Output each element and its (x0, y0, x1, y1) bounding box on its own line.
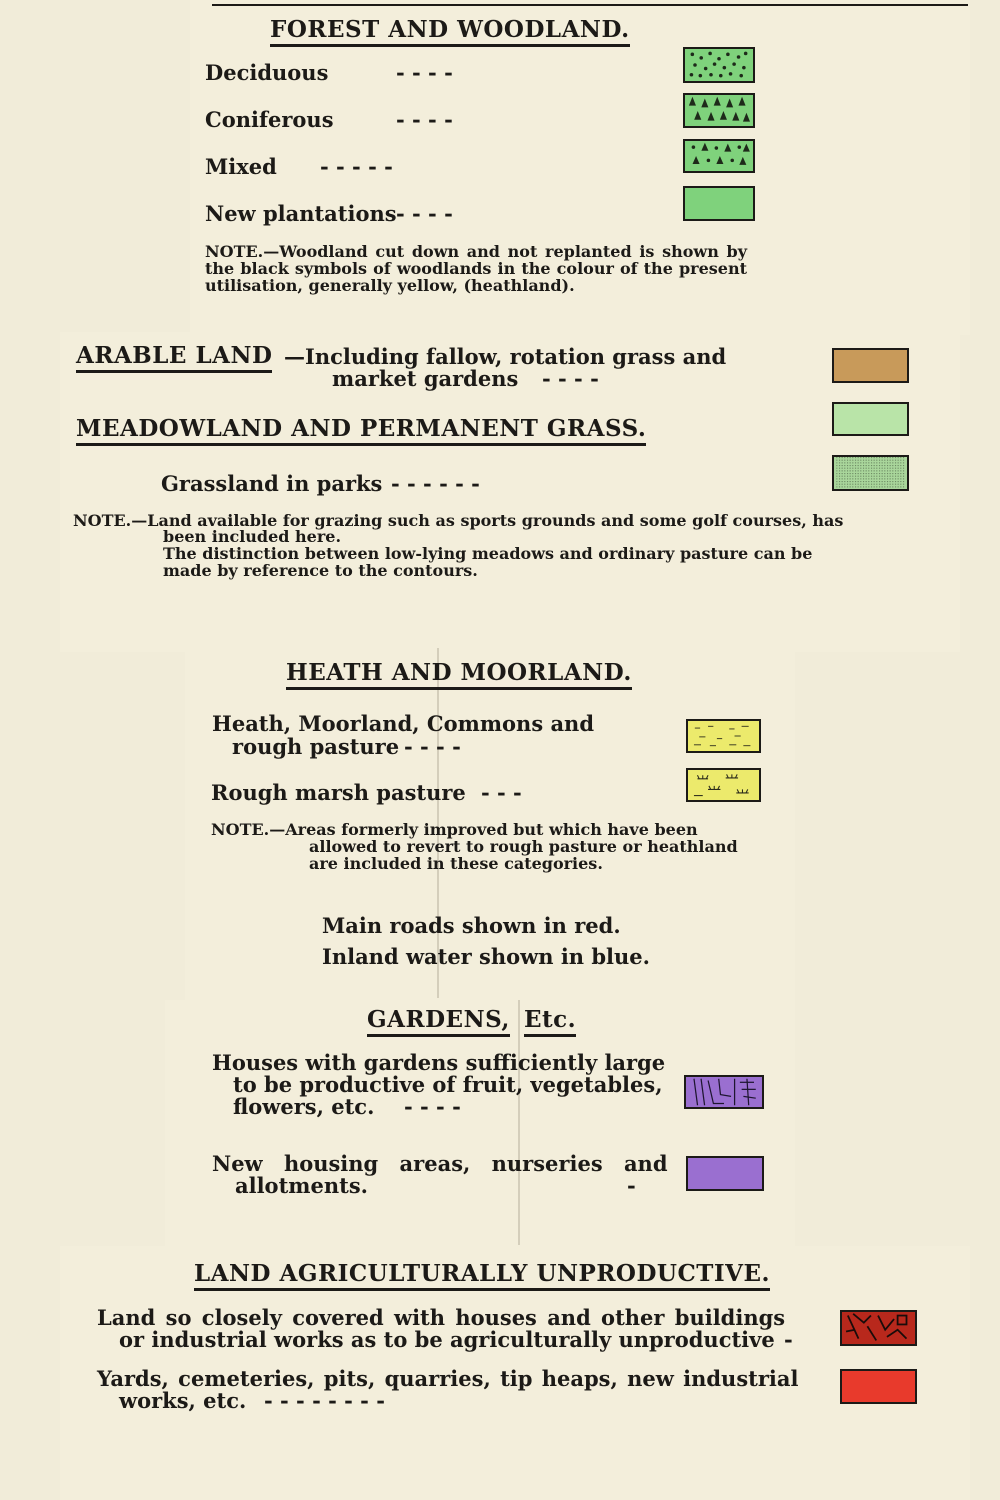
new-housing-swatch (686, 1156, 764, 1191)
gardens-heading: GARDENS, (367, 1006, 510, 1037)
heath-note-line1: NOTE.—Areas formerly improved but which have been (211, 820, 698, 839)
grassland-in-parks-leader: - - - - - - (391, 471, 480, 496)
forest-heading: FOREST AND WOODLAND. (270, 16, 630, 47)
deciduous-swatch (683, 47, 755, 83)
unproductive-heading: LAND AGRICULTURALLY UNPRODUCTIVE. (194, 1260, 770, 1291)
gardens-heading-etc: Etc. (524, 1006, 576, 1037)
parks-stipple-icon (834, 457, 907, 489)
forest-note: NOTE.—Woodland cut down and not replanted is shown by the black symbols of woodlands in the colour of the present utilisation, generally yellow, (heathland). (205, 242, 747, 295)
grassland-in-parks-swatch (832, 455, 909, 491)
forest-item-new-plantations-label: New plantations (205, 201, 397, 226)
heath-symbols-icon (688, 721, 759, 751)
coniferous-tree-symbols-icon (685, 95, 753, 126)
unproductive-item1-line2: or industrial works as to be agriculturally unproductive (119, 1327, 775, 1352)
meadow-note-line1: NOTE.—Land available for grazing such as sports grounds and some golf courses, has (73, 511, 844, 530)
rough-marsh-pasture-label: Rough marsh pasture (211, 780, 466, 805)
arable-heading: ARABLE LAND (76, 342, 272, 373)
marsh-symbols-icon (688, 770, 759, 800)
forest-item-mixed-leader: - - - - - (320, 154, 393, 179)
deciduous-tree-symbols-icon (685, 49, 753, 81)
heath-heading: HEATH AND MOORLAND. (286, 659, 632, 690)
mixed-swatch (683, 139, 755, 173)
heath-note-line3: are included in these categories. (309, 854, 603, 873)
gardens-item1-line1: Houses with gardens sufficiently large (212, 1050, 666, 1075)
meadow-swatch (832, 402, 909, 436)
unproductive-item2-line2: works, etc. (119, 1388, 247, 1413)
unproductive-item2-leader: - - - - - - - - (264, 1388, 385, 1413)
gardens-item2-leader: - (627, 1173, 636, 1198)
yards-cemeteries-swatch (840, 1369, 917, 1404)
new-plantations-swatch (683, 186, 755, 221)
heath-item1-leader: - - - - (404, 734, 461, 759)
arable-swatch (832, 348, 909, 383)
gardens-item2-line1: New housing areas, nurseries and (212, 1151, 668, 1176)
unproductive-item1-leader: - (784, 1327, 793, 1352)
arable-description-line2: market gardens (332, 366, 519, 391)
gardens-item2-line2: allotments. (235, 1173, 368, 1198)
gardens-item1-leader: - - - - (404, 1094, 461, 1119)
rough-marsh-pasture-leader: - - - (481, 780, 522, 805)
forest-item-mixed-label: Mixed (205, 154, 277, 179)
meadow-heading: MEADOWLAND AND PERMANENT GRASS. (76, 415, 646, 446)
forest-item-deciduous-leader: - - - - (396, 60, 453, 85)
heath-item1-line2: rough pasture (232, 734, 400, 759)
unproductive-item1-line1: Land so closely covered with houses and other buildings (97, 1305, 786, 1330)
forest-item-new-plantations-leader: - - - - (396, 201, 453, 226)
top-rule (212, 4, 968, 6)
gardens-item1-line3: flowers, etc. (233, 1094, 375, 1119)
inland-water-note: Inland water shown in blue. (322, 944, 650, 969)
gardens-item1-line2: to be productive of fruit, vegetables, (233, 1072, 663, 1097)
mixed-tree-symbols-icon (685, 141, 753, 171)
heath-swatch (686, 719, 761, 753)
meadow-note-line2: been included here. (163, 527, 342, 546)
forest-item-coniferous-leader: - - - - (396, 107, 453, 132)
grassland-in-parks-label: Grassland in parks (161, 471, 383, 496)
built-up-symbols-icon (842, 1312, 915, 1344)
arable-description-line1: —Including fallow, rotation grass and (284, 344, 727, 369)
meadow-note-line4: made by reference to the contours. (163, 561, 478, 580)
meadow-note-line3: The distinction between low-lying meadows and ordinary pasture can be (163, 544, 813, 563)
heath-note-line2: allowed to revert to rough pasture or heathland (309, 837, 738, 856)
unproductive-item2-line1: Yards, cemeteries, pits, quarries, tip heaps, new industrial (97, 1366, 799, 1391)
main-roads-note: Main roads shown in red. (322, 913, 621, 938)
fold-crease-lower (518, 1000, 520, 1245)
heath-item1-line1: Heath, Moorland, Commons and (212, 711, 595, 736)
rough-marsh-swatch (686, 768, 761, 802)
forest-item-deciduous-label: Deciduous (205, 60, 329, 85)
built-up-land-swatch (840, 1310, 917, 1346)
arable-leader: - - - - (542, 366, 599, 391)
forest-item-coniferous-label: Coniferous (205, 107, 334, 132)
houses-with-gardens-swatch (684, 1075, 764, 1109)
coniferous-swatch (683, 93, 755, 128)
garden-streets-icon (686, 1077, 762, 1107)
paper-sheet-gardens (165, 1000, 795, 1250)
